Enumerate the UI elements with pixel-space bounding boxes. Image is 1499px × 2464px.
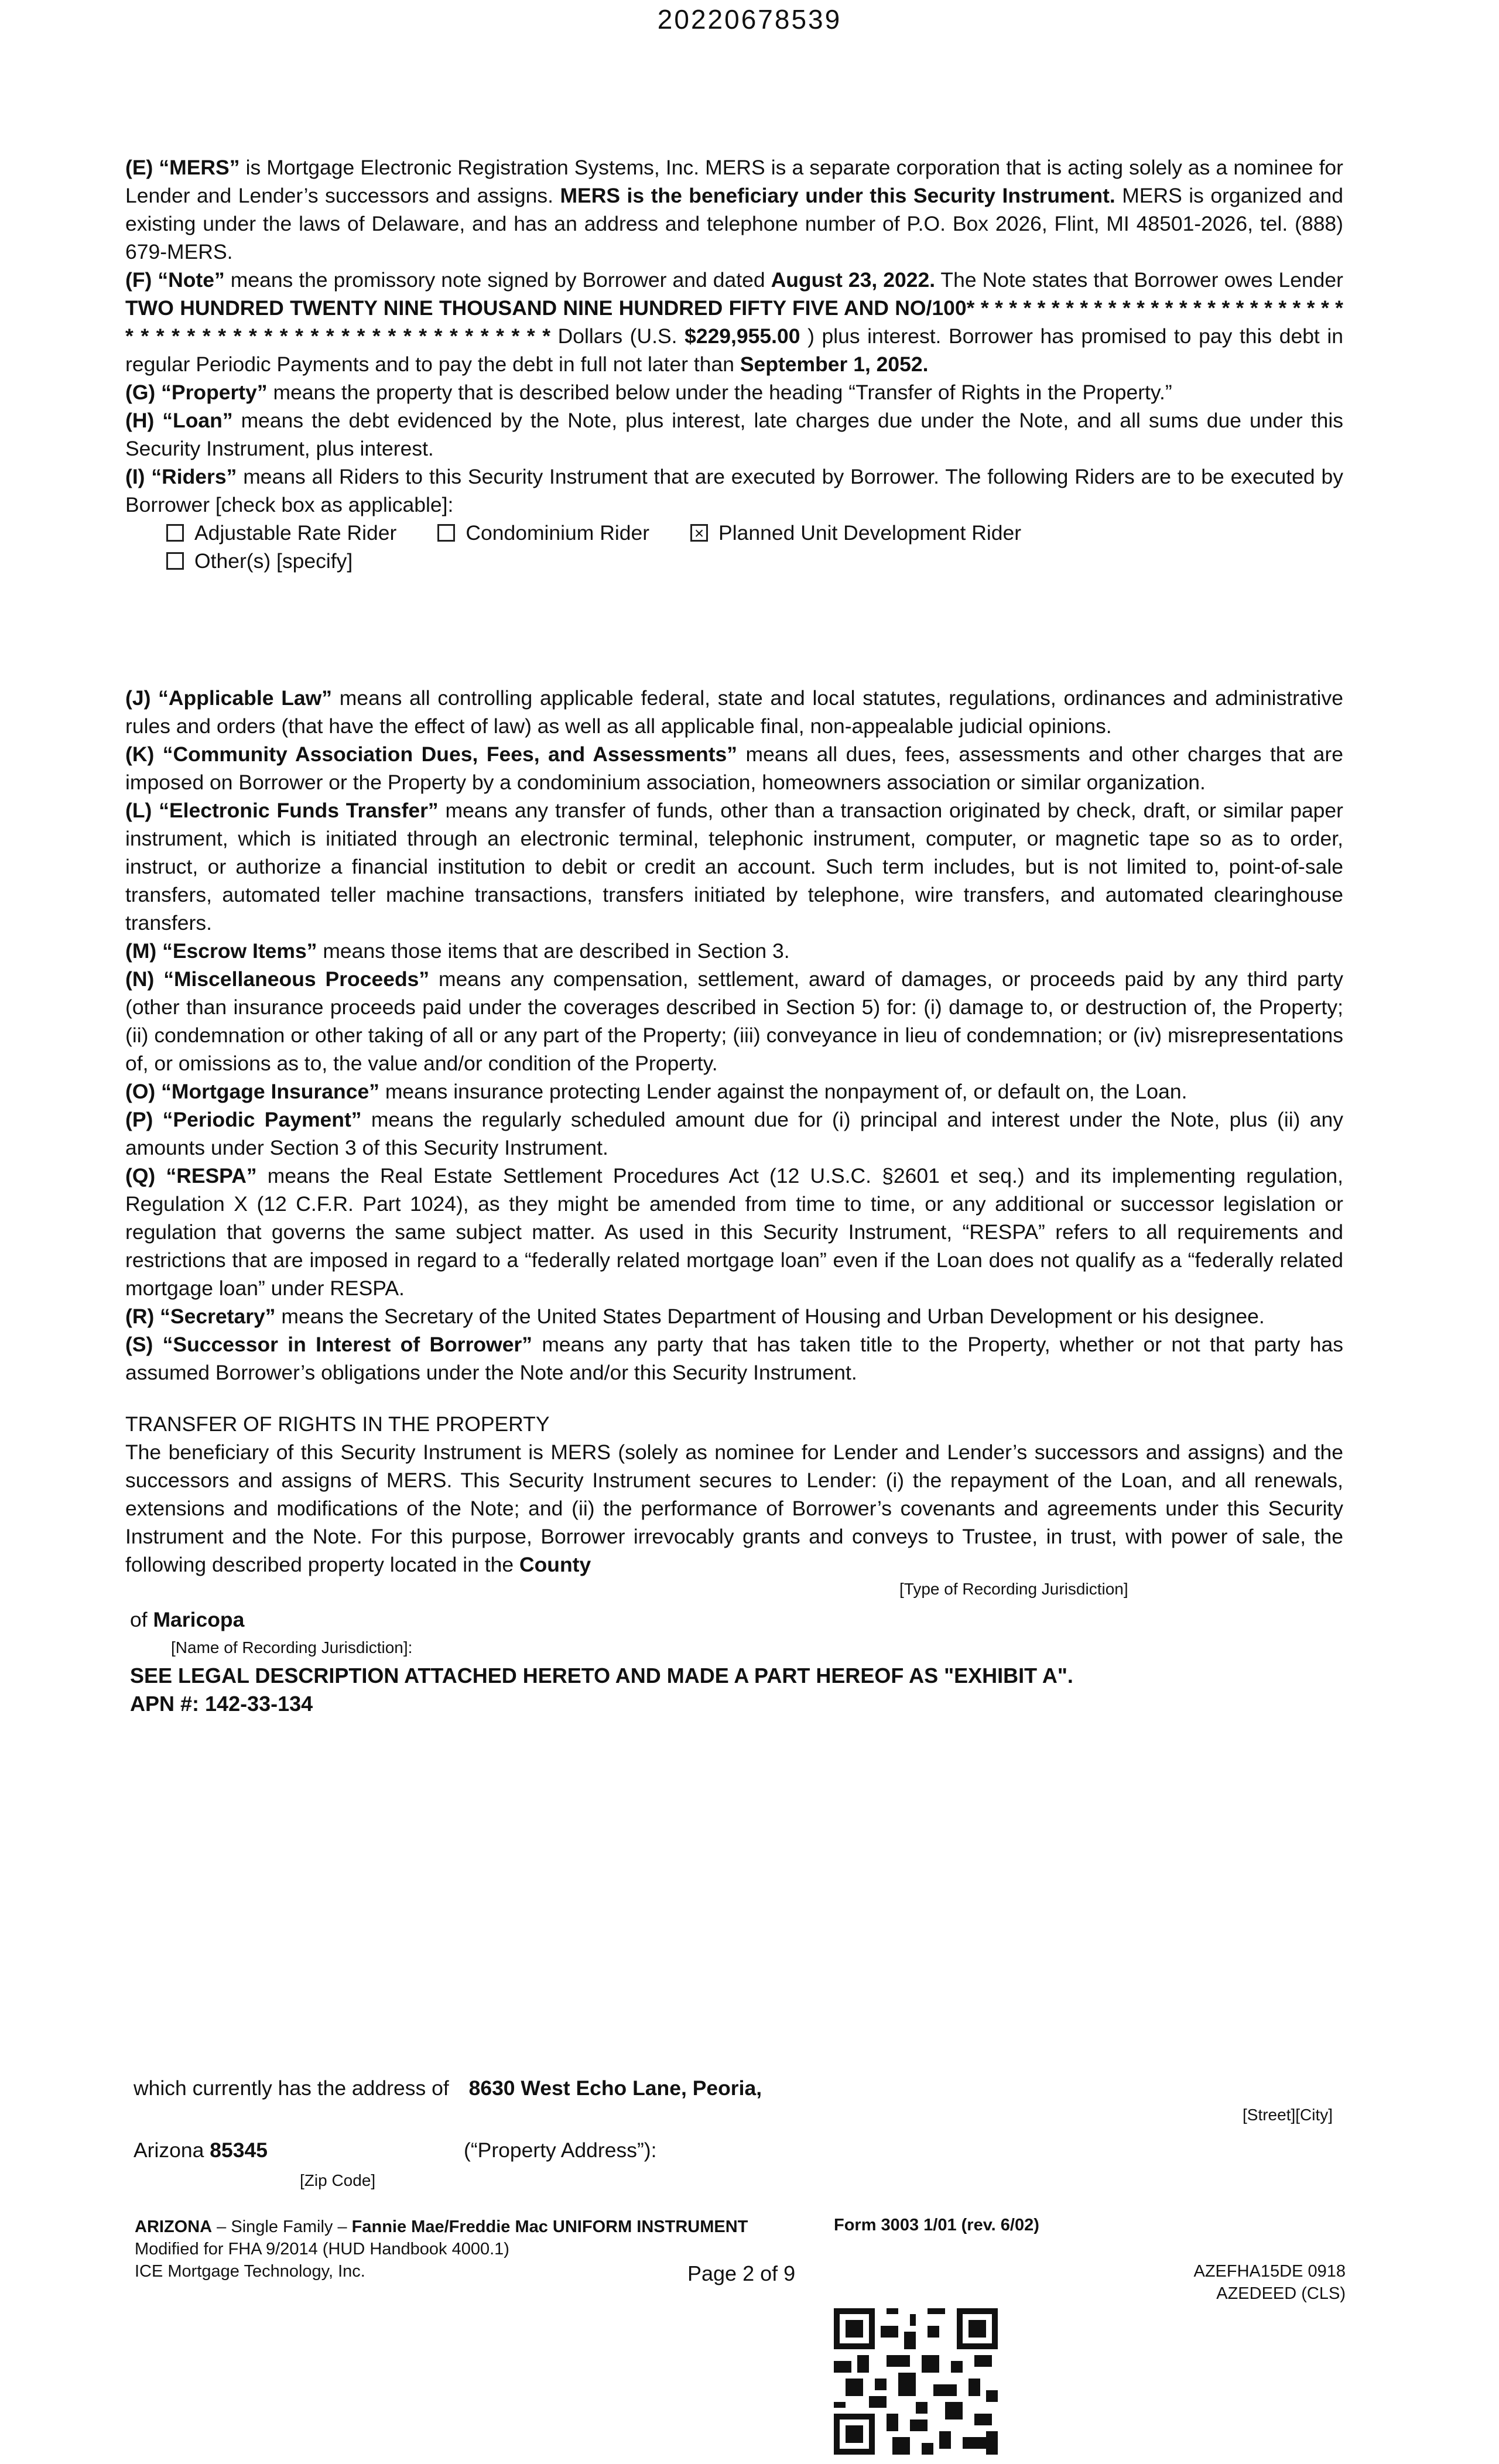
definition-P: (P) “Periodic Payment” means the regularly scheduled amount due for (i) principal and interest under the Note, plus (ii) any amounts under Section 3 of this Security Instrument. xyxy=(125,1108,1343,1159)
definition-N: (N) “Miscellaneous Proceeds” means any compensation, settlement, award of damages, or proceeds paid by any third party (other than insurance proceeds paid under the coverages described in Section 5) for: (i) damage to, or destruction of, the Property; (ii) condemnation or other taking of all or any part of the Property; (iii) conveyance in lieu of condemnation; or (iv) misrepresentations of, or omissions as to, the value and/or condition of the Property. xyxy=(125,967,1343,1075)
definition-L: (L) “Electronic Funds Transfer” means any transfer of funds, other than a transaction originated by check, draft, or similar paper instrument, which is initiated through an electronic terminal, telephonic instrument, computer, or magnetic tape so as to order, instruct, or authorize a financial institution to debit or credit an account. Such term includes, but is not limited to, point-of-sale transfers, automated teller machine transactions, transfers initiated by telephone, wire transfers, and automated clearinghouse transfers. xyxy=(125,799,1343,935)
adjustable-rate-checkbox xyxy=(166,524,184,542)
definition-H: (H) “Loan” means the debt evidenced by the Note, plus interest, late charges due under the Note, and all sums due under this Security Instrument, plus interest. xyxy=(125,409,1343,460)
condominium-checkbox xyxy=(437,524,455,542)
legal-description: SEE LEGAL DESCRIPTION ATTACHED HERETO AND MADE A PART HEREOF AS "EXHIBIT A". APN #: 142-33-134 xyxy=(130,1662,1073,1718)
jurisdiction-type-label: [Type of Recording Jurisdiction] xyxy=(899,1580,1128,1598)
street-city: 8630 West Echo Lane, Peoria, xyxy=(468,2076,762,2100)
definition-O: (O) “Mortgage Insurance” means insurance protecting Lender against the nonpayment of, or default on, the Loan. xyxy=(125,1080,1187,1103)
definition-G: (G) “Property” means the property that is described below under the heading “Transfer of Rights in the Property.” xyxy=(125,381,1172,404)
definition-J: (J) “Applicable Law” means all controlling applicable federal, state and local statutes, regulations, ordinances and administrative rules and orders (that have the effect of law) as well as all applicable final, non-appealable judicial opinions. xyxy=(125,686,1343,738)
definition-Q: (Q) “RESPA” means the Real Estate Settlement Procedures Act (12 U.S.C. §2601 et seq.) and its implementing regulation, Regulation X (12 C.F.R. Part 1024), as they might be amended from time to time, or any additional or successor legislation or regulation that governs the same subject matter. As used in this Security Instrument, “RESPA” refers to all requirements and restrictions that are imposed in regard to a “federally related mortgage loan” even if the Loan does not qualify as a “federally related mortgage loan” under RESPA. xyxy=(125,1164,1343,1300)
jurisdiction-name-label: [Name of Recording Jurisdiction]: xyxy=(171,1638,413,1657)
transfer-text: The beneficiary of this Security Instrument is MERS (solely as nominee for Lender and Lender’s successors and assigns) and the successors and assigns of MERS. This Security Instrument secures to Lender: (i) the repayment of the Loan, and all renewals, extensions and modifications of the Note; and (ii) the performance of Borrower’s covenants and agreements under this Security Instrument and the Note. For this purpose, Borrower irrevocably grants and conveys to Trustee, in trust, with power of sale, the following described property located in the County xyxy=(125,1440,1343,1576)
jurisdiction-name: Maricopa xyxy=(153,1608,245,1631)
form-number: Form 3003 1/01 (rev. 6/02) xyxy=(834,2216,1039,2234)
zip-code-label: [Zip Code] xyxy=(300,2171,376,2189)
footer-codes: AZEFHA15DE 0918 AZEDEED (CLS) xyxy=(1193,2262,1346,2303)
apn-number: APN #: 142-33-134 xyxy=(130,1692,313,1716)
jurisdiction-line: of Maricopa xyxy=(130,1608,245,1631)
rider-other: Other(s) [specify] xyxy=(166,547,352,575)
transfer-of-rights xyxy=(125,1410,1343,1579)
rider-planned-unit-development: × Planned Unit Development Rider xyxy=(690,519,1021,547)
address-line: which currently has the address of 8630 West Echo Lane, Peoria, xyxy=(134,2076,762,2100)
rider-checklist xyxy=(166,519,1343,575)
document-number: 20220678539 xyxy=(657,4,842,35)
definitions-part-2 xyxy=(125,684,1343,1387)
definitions-part-1 xyxy=(125,153,1343,575)
transfer-heading: TRANSFER OF RIGHTS IN THE PROPERTY xyxy=(125,1412,550,1436)
rider-condominium: Condominium Rider xyxy=(437,519,649,547)
state-zip-line: Arizona 85345 xyxy=(134,2138,268,2162)
footer-form-info: ARIZONA – Single Family – Fannie Mae/Freddie Mac UNIFORM INSTRUMENT Modified for FHA 9/2014 (HUD Handbook 4000.1) ICE Mortgage Technology, Inc. xyxy=(135,2216,748,2282)
other-checkbox xyxy=(166,552,184,570)
qr-code-icon xyxy=(834,2307,998,2456)
definition-R: (R) “Secretary” means the Secretary of the United States Department of Housing and Urban Development or his designee. xyxy=(125,1305,1265,1328)
jurisdiction-type: County xyxy=(519,1553,591,1576)
rider-adjustable-rate: Adjustable Rate Rider xyxy=(166,519,396,547)
form-title: ARIZONA – Single Family – Fannie Mae/Freddie Mac UNIFORM INSTRUMENT xyxy=(135,2217,748,2236)
definition-M: (M) “Escrow Items” means those items that are described in Section 3. xyxy=(125,939,790,963)
definition-E: (E) “MERS” is Mortgage Electronic Registration Systems, Inc. MERS is a separate corporation that is acting solely as a nominee for Lender and Lender’s successors and assigns. MERS is the beneficiary under this Security Instrument. MERS is organized and existing under the laws of Delaware, and has an address and telephone number of P.O. Box 2026, Flint, MI 48501-2026, tel. (888) 679-MERS. xyxy=(125,156,1344,263)
definition-F: (F) “Note” means the promissory note signed by Borrower and dated August 23, 2022. The Note states that Borrower owes Lender TWO HUNDRED TWENTY NINE THOUSAND NINE HUNDRED FIFTY FIVE AND NO/100* * * * * * * * * * * * * * * * * * * * * * * * * * * * * * * * * * * * * * * * * * * * * * * * * * * * * * * Dollars (U.S. $229,955.00 ) plus interest. Borrower has promised to pay this debt in regular Periodic Payments and to pay the debt in full not later than September 1, 2052. xyxy=(125,268,1343,376)
definition-K: (K) “Community Association Dues, Fees, and Assessments” means all dues, fees, assessments and other charges that are imposed on Borrower or the Property by a condominium association, homeowners association or similar organization. xyxy=(125,742,1343,794)
pud-checkbox-checked: × xyxy=(690,524,708,542)
page-number: Page 2 of 9 xyxy=(687,2261,796,2285)
zip-code: 85345 xyxy=(210,2138,268,2162)
definition-S: (S) “Successor in Interest of Borrower” means any party that has taken title to the Property, whether or not that party has assumed Borrower’s obligations under the Note and/or this Security Instrument. xyxy=(125,1333,1343,1384)
property-address-label: (“Property Address”): xyxy=(464,2138,657,2162)
definition-I: (I) “Riders” means all Riders to this Security Instrument that are executed by Borrower. The following Riders are to be executed by Borrower [check box as applicable]: xyxy=(125,465,1343,516)
street-city-label: [Street][City] xyxy=(1243,2106,1333,2124)
